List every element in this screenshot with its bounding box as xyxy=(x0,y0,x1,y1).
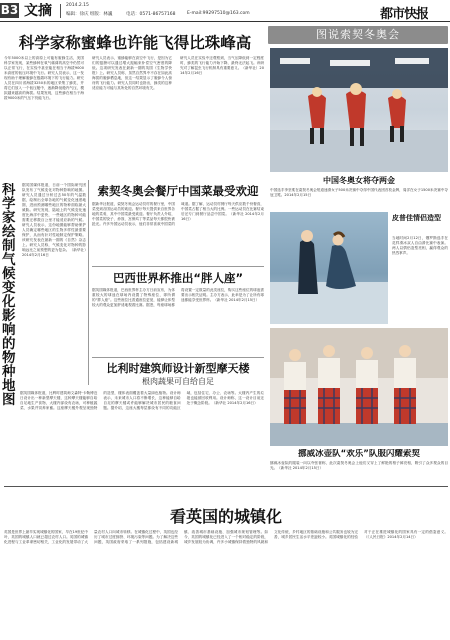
article-bees-col3: 研究人员在实验中还观察到，当气压降低到一定程度时，蜂类的飞行能力开始下降，最终无法起飞。该研究对了解昆虫飞行机制具有重要意义。（新华社）2014年2月16日 xyxy=(180,56,264,75)
section-divider xyxy=(60,4,61,18)
phone-info: 电话：0571-86757168 xyxy=(126,12,176,17)
editor-info: 编辑：徐庆 组版：林巍 xyxy=(66,12,113,17)
article-uk-urbanization: 英国是世界上最早实现城镇化的国家，早在19世纪中叶，英国的城镇人口就已超过农村人口。英国的城镇化进程与工业革命密切相关，工业化的发展带动了大量农村人口向城市转移。在城镇化过程中，英国也经历了城市过度拥挤、环境污染等问题。为了解决这些问题，英国政府采取了一系列措施，包括建设新城镇、改善城市基础设施、加强城市规划管理等。如今，英国的城镇化已经进入了一个相对稳定的阶段，城乡发展较为协调，许多小城镇保持着独特的风貌和文化传统，乡村地区的基础设施和公共服务也较为完善，城乡居民生活水平差距较小。英国城镇化的经验对于正在推进城镇化的国家具有一定的借鉴意义。（《人民日报》2014年2月14日） xyxy=(4,530,448,544)
page-number: B3 xyxy=(0,3,19,17)
headline-bees: 科学家称蜜蜂也许能飞得比珠峰高 xyxy=(18,34,252,52)
email-info: E-mail:99297510@163.com xyxy=(187,11,250,16)
page-badge xyxy=(0,3,19,18)
photo-figure-skaters xyxy=(270,212,388,324)
divider-vertical-left xyxy=(88,180,89,385)
caption-curling: 挪威冰壶队的服装一向以夸张著称，此次索契冬奥会上他们又穿上了鲜艳的格子裤亮相，吸引了众多观众的目光。（新华社 2014年2月15日） xyxy=(270,461,448,470)
caption-figure: 当地时间2月12日，俄罗斯选手在花样滑冰双人自由滑比赛中表演。两人以情侣造型亮相，赢得观众的热烈掌声。 xyxy=(392,236,448,255)
issue-date: 2014.2.15 xyxy=(66,3,89,8)
divider-h-2 xyxy=(92,357,264,358)
article-climate-map: 据英国媒体报道，日前一个国际研究团队发布了气候变化对物种影响的地图。研究人员通过分析过去50年的气温数据，绘制出全球各地的气候变化速度地图，进而预测哪些地区的物种面临最大威胁。研究发现，陆地上的气候变化速度比海洋中更快，一些地区的物种可能需要迁移数百公里才能适应新的气候。研究人员表示，这份地图能够帮助保护人员确定哪些地区的生物多样性最需要保护，从而有针对性地制定保护策略。该研究发表在最新一期的《自然》杂志上。研究人员称，气候变化对物种的影响远比之前预想的更为复杂。（新华社）2014年2月16日 xyxy=(22,183,86,257)
headline-skyscraper: 比利时建筑师设计新型摩天楼 xyxy=(106,362,250,375)
masthead xyxy=(0,0,450,22)
article-fat-seats: 据英国媒体报道，巴西世界杯主办方日前宣布，为体重较大的球迷在球场内设置了特殊座位，即所谓的“胖人座”。这些座位比普通座位更宽，能够让体型较大的观众更加舒适地观看比赛。据悉，每座球场都将设置一定数量的此类座位，购买这些座位的球迷需要出示相关证明。主办方表示，此举是为了让所有球迷都能享受世界杯。（新华社 2014年2月15日） xyxy=(92,288,264,307)
article-chinese-food: 据新华社报道，索契冬奥会运动员村的餐厅里，中国菜受到各国运动员的欢迎。餐厅每天提供来自世界各地的菜肴，其中中国菜最受欢迎。餐厅负责人介绍，中国菜的饺子、炒饭、宫保鸡丁等菜品每天都很快被抢光。许多外国运动员表示，他们非常喜欢中国菜的味道。据了解，运动员村餐厅每天供应数千份餐食，中国菜占据了相当大的比例。一些运动员在比赛结束后还专门到餐厅品尝中国菜。（新华社 2014年2月16日） xyxy=(92,202,264,226)
newspaper-logo: 都市快报 xyxy=(380,7,429,22)
divider-bottom xyxy=(4,486,448,487)
caption-title-skaters: 中国冬奥女将夺两金 xyxy=(323,176,395,185)
sochi-banner xyxy=(268,26,448,44)
article-skyscraper: 据英国媒体报道，比利时建筑师文森特·卡勒博近日设计出一种新型摩天楼，这种摩天楼能够自给自足地生产食物，大楼内部设有农场，可种植蔬菜、水果并饲养家畜。这座摩天楼外观呈现独特的造型，楼体表面覆盖着大量绿色植物。设计师表示，未来城市人口将不断增长，这种能够自给自足的摩天楼或许能够解决城市居民的粮食问题。据介绍，这座大楼每层都设有不同的功能区域，包括住宅、办公、农场等。大楼内产生的垃圾也能被回收利用。设计师称，这一设计目前还处于概念阶段。（新华社 2014年2月16日） xyxy=(20,391,264,410)
subheadline-skyscraper: 根肉蔬果可自给自足 xyxy=(142,377,214,386)
divider-h-1 xyxy=(92,266,264,267)
photo-speed-skaters xyxy=(270,48,448,172)
headline-uk-urbanization: 看英国的城镇化 xyxy=(169,508,282,526)
headline-fat-seats: 巴西世界杯推出“胖人座” xyxy=(112,271,244,285)
photo-curling-team xyxy=(270,328,448,446)
caption-skaters: 中国选手李坚柔在索契冬奥会短道速滑女子500米决赛中夺得中国代表团首枚金牌，周洋在女子1500米决赛中夺冠卫冕。2014年2月15日 xyxy=(270,188,448,197)
sochi-banner-title: 图说索契冬奥会 xyxy=(316,28,400,41)
headline-climate-map: 科学家绘制气候变化影响的物种地图 xyxy=(2,183,16,408)
caption-title-figure: 皮普佳情侣造型 xyxy=(392,214,441,222)
section-title: 文摘 xyxy=(24,3,52,19)
article-bees-col1: 今年5000米以上的高原上可能有蜜蜂生活，美国科学家发现，某些蜂种在氧气稀薄的高空中仍然可以正常飞行，在实验中甚至能在相当于海拔9000米高度的低压环境中飞行。研究人员表示，这一发现有助于理解蜜蜂在极端环境下的飞行能力。研究人员在四川省海拔3250米的地区采集了蜂类，并将它们放入一个低压舱中，逐渐降低舱内气压，模拟越来越高的海拔。结果发现，这些蜂在相当于海拔9000米的气压下仍能飞行。 xyxy=(4,56,84,100)
article-bees-col2: 研究人员表示，蜜蜂能够在高空中飞行，是因为它们的翅膀可以通过增大振幅来补偿空气密度的降低。这项研究发表在最新一期的英国《生物学快报》上。研究人员称，虽然自然界中不存在如此高海拔的蜜蜂栖息地，但这一结果显示了蜜蜂令人惊讶的飞行能力。研究人员同时也指出，蜂类的这种适应能力可能与其所处的自然环境有关。 xyxy=(92,56,172,90)
caption-title-curling: 挪威冰壶队“欢乐”队服闪耀索契 xyxy=(298,449,420,459)
headline-chinese-food: 索契冬奥会餐厅中国菜最受欢迎 xyxy=(97,184,259,198)
